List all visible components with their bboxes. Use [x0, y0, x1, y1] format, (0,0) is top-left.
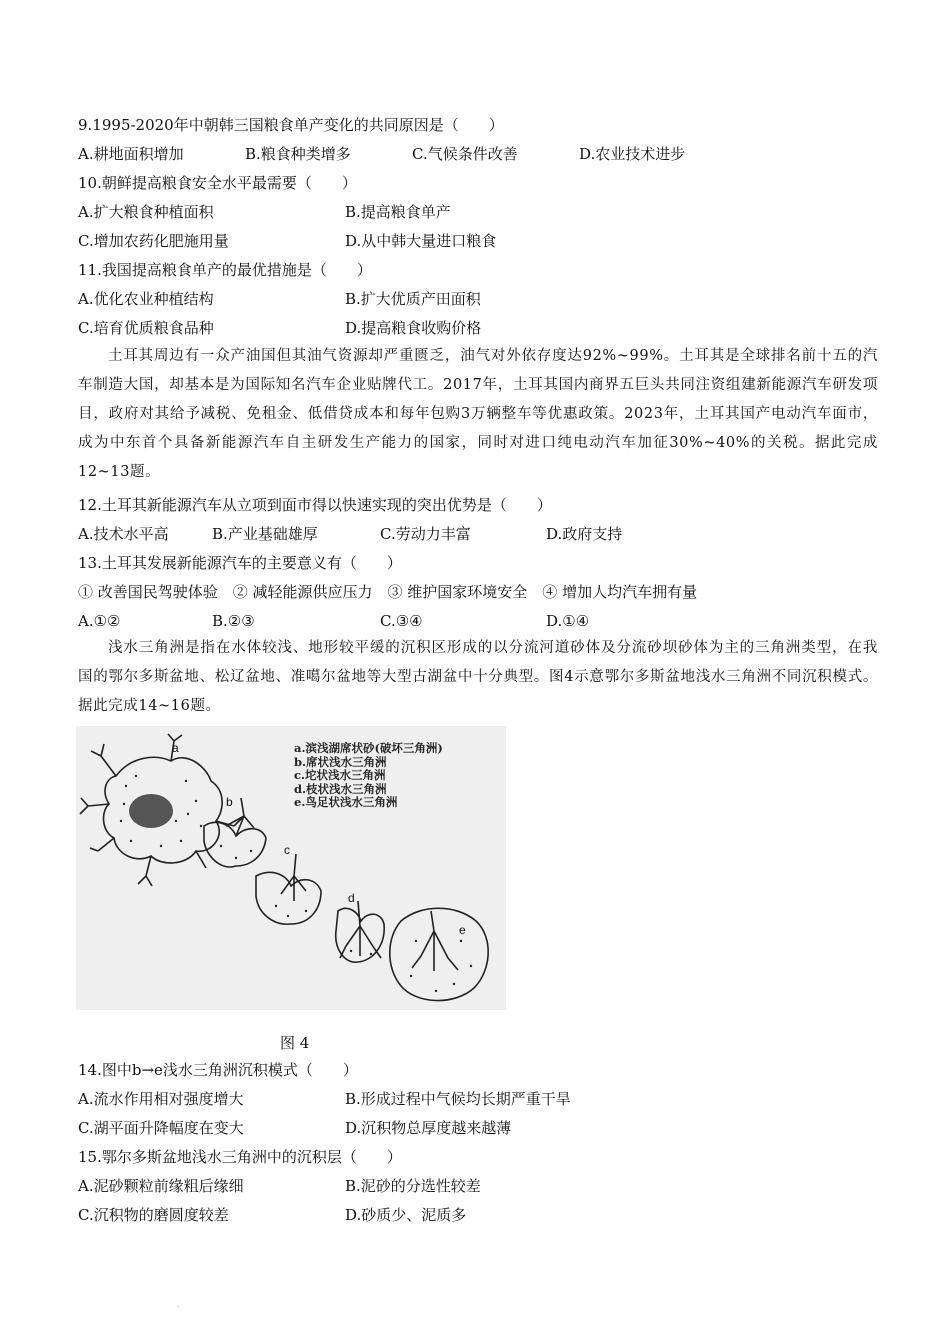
passage-delta [78, 634, 878, 721]
footer-mark: . [177, 1300, 180, 1309]
legend-item-d: d.枝状浅水三角洲 [294, 781, 387, 796]
marker-b: b [226, 795, 233, 809]
q9-option-d: D.农业技术进步 [579, 145, 686, 163]
q10-stem: 10.朝鲜提高粮食安全水平最需要（ ） [78, 174, 357, 192]
q9-option-c: C.气候条件改善 [412, 145, 518, 163]
q15-option-a: A.泥砂颗粒前缘粗后缘细 [78, 1177, 244, 1195]
model-a-core [129, 794, 173, 828]
q13-choices: ① 改善国民驾驶体验 ② 减轻能源供应压力 ③ 维护国家环境安全 ④ 增加人均汽车拥有量 [78, 583, 698, 601]
model-e-outline [390, 908, 488, 1000]
q15-option-d: D.砂质少、泥质多 [345, 1206, 467, 1224]
legend-item-a: a.滨浅湖席状砂(破坏三角洲) [294, 741, 443, 755]
q11-option-c: C.培育优质粮食品种 [78, 319, 214, 337]
q11-option-d: D.提高粮食收购价格 [345, 319, 482, 337]
q12-option-d: D.政府支持 [546, 525, 623, 543]
q9-stem: 9.1995-2020年中朝韩三国粮食单产变化的共同原因是（ ） [78, 116, 504, 134]
q10-option-d: D.从中韩大量进口粮食 [345, 232, 497, 250]
q13-option-d: D.①④ [546, 612, 590, 630]
passage-delta-text: 浅水三角洲是指在水体较浅、地形较平缓的沉积区形成的以分流河道砂体及分流砂坝砂体为主的三角洲类型，在我国的鄂尔多斯盆地、松辽盆地、准噶尔盆地等大型古湖盆中十分典型。图4示意鄂尔多斯盆地浅水三角洲不同沉积模式。据此完成14~16题。 [78, 640, 878, 714]
legend-item-b: b.席状浅水三角洲 [294, 754, 387, 769]
q14-option-c: C.湖平面升降幅度在变大 [78, 1119, 244, 1137]
figure-caption: 图 4 [280, 1034, 310, 1052]
q13-option-b: B.②③ [212, 612, 255, 630]
q12-stem: 12.土耳其新能源汽车从立项到面市得以快速实现的突出优势是（ ） [78, 496, 552, 514]
passage-turkey [78, 342, 878, 487]
legend-item-c: c.坨状浅水三角洲 [294, 768, 386, 782]
model-d-channel [340, 901, 381, 958]
marker-a: a [172, 741, 179, 755]
figure-legend [294, 742, 443, 810]
passage-turkey-text: 土耳其周边有一众产油国但其油气资源却严重匮乏，油气对外依存度达92%~99%。土耳其是全球排名前十五的汽车制造大国，却基本是为国际知名汽车企业贴牌代工。2017年，土耳其国内商界五巨头共同注资组建新能源汽车研发项目，政府对其给予减税、免租金、低借贷成本和每年包购3万辆整车等优惠政策。2023年，土耳其国产电动汽车面市，成为中东首个具备新能源汽车自主研发生产能力的国家，同时对进口纯电动汽车加征30%~40%的关税。据此完成12~13题。 [78, 348, 878, 480]
q11-option-a: A.优化农业种植结构 [78, 290, 214, 308]
q13-option-a: A.①② [78, 612, 121, 630]
figure-4-delta-models [76, 726, 506, 1010]
q10-option-c: C.增加农药化肥施用量 [78, 232, 229, 250]
marker-e: e [459, 923, 466, 937]
q11-stem: 11.我国提高粮食单产的最优措施是（ ） [78, 261, 372, 279]
model-e-channel [412, 911, 458, 971]
model-a-channel-6 [90, 838, 114, 851]
q11-option-b: B.扩大优质产田面积 [345, 290, 481, 308]
q12-option-b: B.产业基础雄厚 [212, 525, 318, 543]
model-a-channel-7 [196, 851, 206, 868]
q9-option-b: B.粮食种类增多 [245, 145, 351, 163]
q14-option-b: B.形成过程中气候均长期严重干旱 [345, 1090, 571, 1108]
q15-option-c: C.沉积物的磨圆度较差 [78, 1206, 229, 1224]
q10-option-a: A.扩大粮食种植面积 [78, 203, 214, 221]
q14-option-d: D.沉积物总厚度越来越薄 [345, 1119, 512, 1137]
q9-option-a: A.耕地面积增加 [78, 145, 184, 163]
q15-option-b: B.泥砂的分选性较差 [345, 1177, 481, 1195]
model-a-channel-5 [138, 856, 152, 886]
q13-stem: 13.土耳其发展新能源汽车的主要意义有（ ） [78, 554, 402, 572]
q14-option-a: A.流水作用相对强度增大 [78, 1090, 244, 1108]
q15-stem: 15.鄂尔多斯盆地浅水三角洲中的沉积层（ ） [78, 1148, 402, 1166]
marker-c: c [284, 843, 290, 857]
model-a-channel-1 [91, 744, 116, 776]
q12-option-c: C.劳动力丰富 [380, 525, 471, 543]
marker-d: d [348, 891, 355, 905]
q10-option-b: B.提高粮食单产 [345, 203, 451, 221]
legend-item-e: e.鸟足状浅水三角洲 [294, 795, 398, 809]
q12-option-a: A.技术水平高 [78, 525, 169, 543]
q13-option-c: C.③④ [380, 612, 423, 630]
q14-stem: 14.图中b→e浅水三角洲沉积模式（ ） [78, 1061, 358, 1079]
